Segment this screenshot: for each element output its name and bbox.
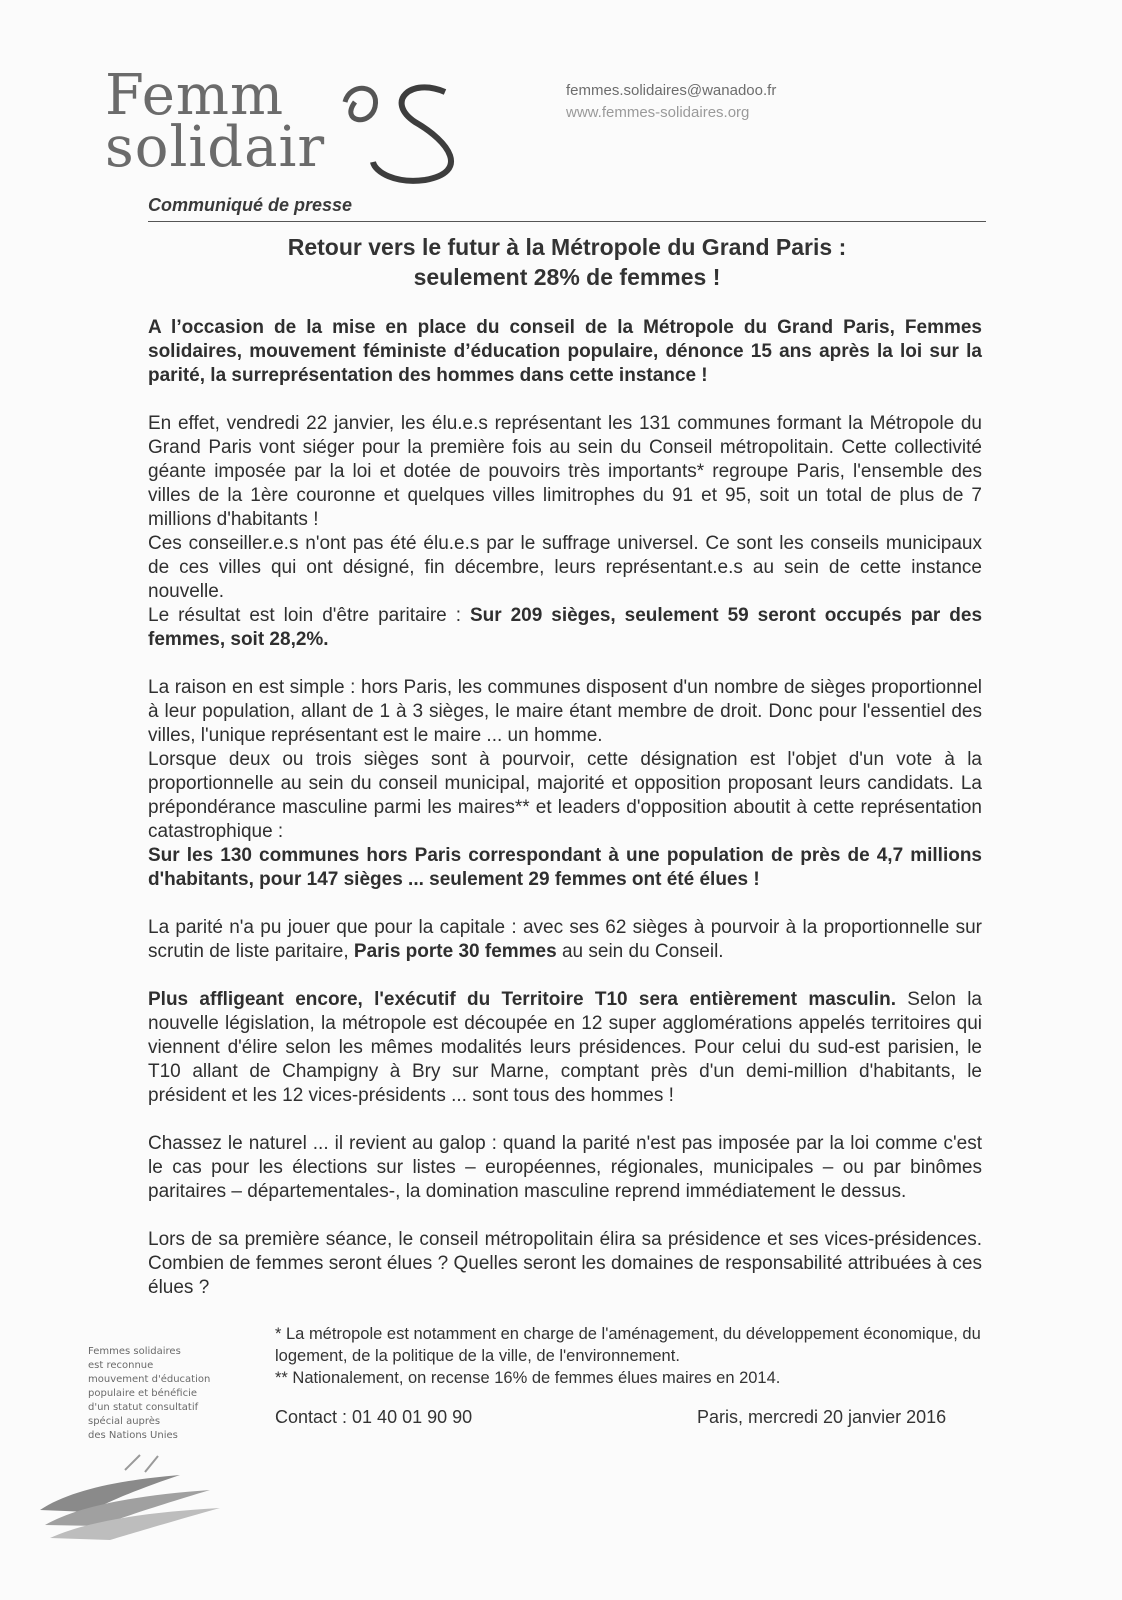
sidebar-line: est reconnue <box>88 1360 154 1371</box>
release-date: Paris, mercredi 20 janvier 2016 <box>697 1407 947 1427</box>
press-release-body <box>148 316 982 1300</box>
intro-paragraph: A l’occasion de la mise en place du conseil de la Métropole du Grand Paris, Femmes solidaires, mouvement féministe d’éducation populaire, dénonce 15 ans après la loi sur la parité, la surreprésentation des hommes dans cette instance ! <box>148 317 982 386</box>
footnotes <box>275 1323 985 1389</box>
paragraph-6: Chassez le naturel ... il revient au galop : quand la parité n'est pas imposée par la loi comme c'est le cas pour les élections sur listes – européennes, régionales, municipales – ou par binômes paritaires – départementales-, la domination masculine reprend immédiatement le dessus. <box>148 1133 982 1202</box>
paragraph-2b: Ces conseiller.e.s n'ont pas été élu.e.s par le suffrage universel. Ce sont les conseils municipaux de ces villes qui ont désigné, fin décembre, leurs représentant.e.s au sein de cette instance nouvelle. <box>148 533 982 602</box>
swoosh-logo-icon <box>30 1450 230 1550</box>
paragraph-2a: En effet, vendredi 22 janvier, les élu.e.s représentant les 131 communes formant la Métropole du Grand Paris vont siéger pour la première fois au sein du Conseil métropolitain. Cette collectivité géante imposée par la loi et dotée de pouvoirs très importants* regroupe Paris, l'ensemble des villes de la 1ère couronne et quelques villes limitrophes du 91 et 95, soit un total de plus de 7 millions d'habitants ! <box>148 413 982 530</box>
femmes-solidaires-logo <box>105 62 485 192</box>
contact-phone: Contact : 01 40 01 90 90 <box>275 1407 473 1427</box>
p2c-text: Le résultat est loin d'être paritaire : <box>148 605 470 626</box>
p4-bold: Paris porte 30 femmes <box>353 941 557 962</box>
sidebar-line: spécial auprès <box>88 1416 161 1427</box>
p5-text: Selon la nouvelle législation, la métropole est découpée en 12 super agglomérations appelés territoires qui viennent d'élire selon les mêmes modalités leurs présidences. Pour celui du sud-est parisien, le T10 allant de Champigny à Bry sur Marne, comptant près d'un demi-million d'habitants, le président et les 12 vices-présidents ... sont tous des hommes ! <box>148 989 982 1106</box>
footnote-1: * La métropole est notamment en charge de l'aménagement, du développement économique, du logement, de la politique de la ville, de l'environnement. <box>275 1325 981 1365</box>
header-website: www.femmes-solidaires.org <box>566 104 750 121</box>
header-email: femmes.solidaires@wanadoo.fr <box>566 82 777 99</box>
logo-mark-icon <box>105 62 485 192</box>
sidebar-note <box>88 1345 248 1443</box>
header-contact <box>566 80 776 124</box>
p4-text: La parité n'a pu jouer que pour la capitale : avec ses 62 sièges à pourvoir à la proportionnelle sur scrutin de liste paritaire, <box>148 917 982 962</box>
page-title <box>148 232 986 292</box>
sidebar-line: des Nations Unies <box>88 1430 178 1441</box>
sidebar-line: d'un statut consultatif <box>88 1402 199 1413</box>
p2c-bold: Sur 209 sièges, seulement 59 seront occupés par des femmes, soit 28,2%. <box>148 605 983 650</box>
paragraph-7: Lors de sa première séance, le conseil métropolitain élira sa présidence et ses vices-présidences. Combien de femmes seront élues ? Quelles seront les domaines de responsabilité attribuées à ces élues ? <box>148 1229 982 1298</box>
svg-text:Femm: Femm <box>105 63 285 128</box>
title-line-1: Retour vers le futur à la Métropole du Grand Paris : <box>287 234 847 260</box>
title-line-2: seulement 28% de femmes ! <box>413 264 721 290</box>
paragraph-3a: La raison en est simple : hors Paris, les communes disposent d'un nombre de sièges proportionnel à leur population, allant de 1 à 3 sièges, le maire étant membre de droit. Donc pour l'essentiel des villes, l'unique représentant est le maire ... un homme. <box>148 677 982 746</box>
sidebar-line: mouvement d'éducation <box>88 1374 211 1385</box>
header-divider <box>148 221 986 222</box>
paragraph-5 <box>148 988 982 1108</box>
paragraph-3c: Sur les 130 communes hors Paris correspondant à une population de près de 4,7 millions d'habitants, pour 147 sièges ... seulement 29 femmes ont été élues ! <box>148 845 982 890</box>
p5-bold: Plus affligeant encore, l'exécutif du Territoire T10 sera entièrement masculin. <box>148 989 896 1010</box>
sidebar-line: populaire et bénéficie <box>88 1388 198 1399</box>
sidebar-line: Femmes solidaires <box>88 1346 181 1357</box>
paragraph-4 <box>148 916 982 964</box>
p4-end: au sein du Conseil. <box>556 941 724 962</box>
svg-text:solidair: solidair <box>105 115 326 180</box>
paragraph-2c <box>148 604 982 652</box>
footnote-2: ** Nationalement, on recense 16% de femmes élues maires en 2014. <box>275 1369 781 1387</box>
document-type: Communiqué de presse <box>148 195 353 215</box>
paragraph-3b: Lorsque deux ou trois sièges sont à pourvoir, cette désignation est l'objet d'un vote à la proportionnelle au sein du conseil municipal, majorité et opposition proposant leurs candidats. La prépondérance masculine parmi les maires** et leaders d'opposition aboutit à cette représentation catastrophique : <box>148 749 982 842</box>
